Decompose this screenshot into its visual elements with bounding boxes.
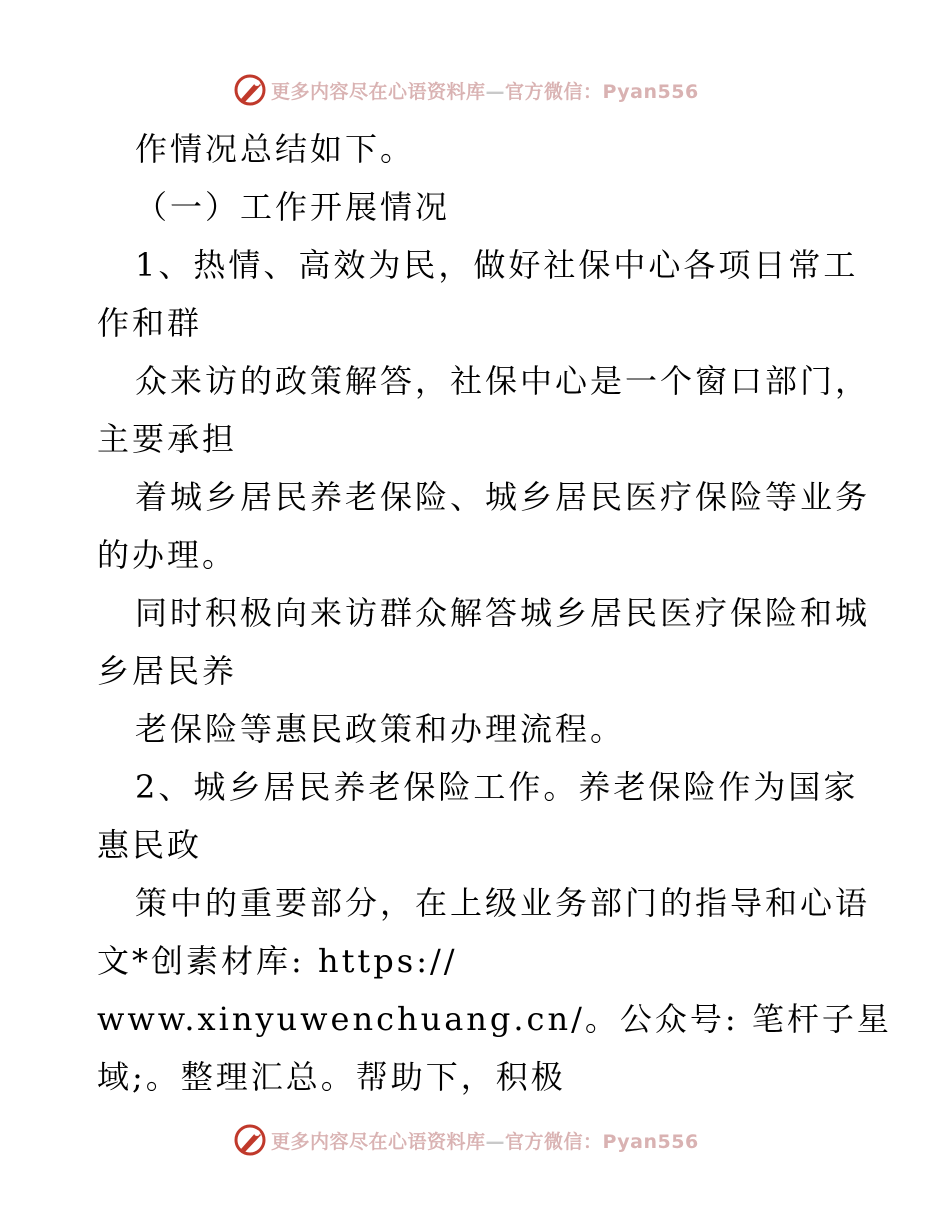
pen-logo-icon bbox=[233, 73, 267, 107]
text-line: 文*创素材库: https:// bbox=[97, 942, 458, 980]
text-line: www.xinyuwenchuang.cn/。公众号: 笔杆子星 bbox=[97, 1000, 892, 1038]
header-banner-text: 更多内容尽在心语资料库—官方微信：Pyan556 bbox=[271, 80, 699, 103]
pen-logo-icon bbox=[233, 1123, 267, 1157]
text-line: 的办理。 bbox=[97, 536, 238, 574]
header-banner bbox=[233, 70, 753, 110]
text-line: 老保险等惠民政策和办理流程。 bbox=[135, 710, 626, 748]
text-line: 作和群 bbox=[97, 304, 203, 342]
text-line: 着城乡居民养老保险、城乡居民医疗保险等业务 bbox=[135, 478, 871, 516]
text-line: 乡居民养 bbox=[97, 652, 238, 690]
text-line: 作情况总结如下。 bbox=[135, 130, 416, 168]
text-line: 主要承担 bbox=[97, 420, 238, 458]
text-line: 1、热情、高效为民，做好社保中心各项日常工 bbox=[135, 246, 859, 284]
footer-banner-text: 更多内容尽在心语资料库—官方微信：Pyan556 bbox=[271, 1130, 699, 1153]
section-heading: （一）工作开展情况 bbox=[135, 188, 451, 226]
text-line: 域;。整理汇总。帮助下，积极 bbox=[97, 1058, 566, 1096]
document-body bbox=[97, 120, 892, 1106]
text-line: 同时积极向来访群众解答城乡居民医疗保险和城 bbox=[135, 594, 871, 632]
text-line: 策中的重要部分，在上级业务部门的指导和心语 bbox=[135, 884, 871, 922]
text-line: 2、城乡居民养老保险工作。养老保险作为国家 bbox=[135, 768, 859, 806]
footer-banner bbox=[233, 1120, 753, 1160]
text-line: 惠民政 bbox=[97, 826, 203, 864]
text-line: 众来访的政策解答，社保中心是一个窗口部门， bbox=[135, 362, 871, 400]
